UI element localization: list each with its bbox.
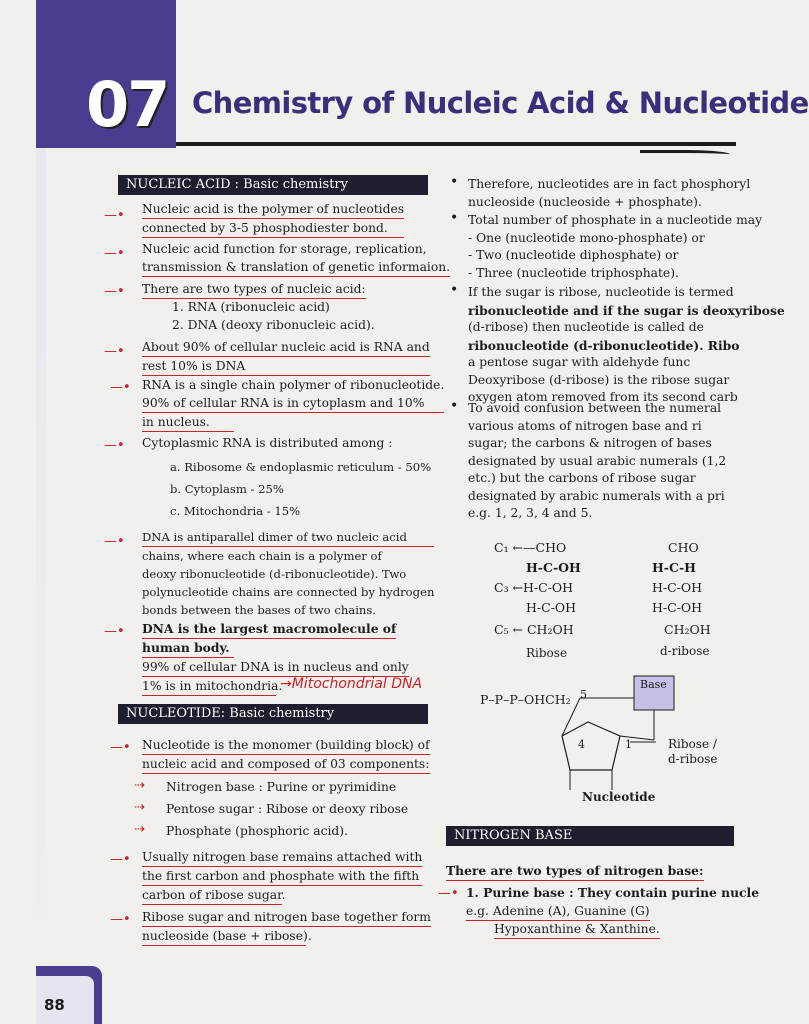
title-rule-curve [640, 150, 730, 159]
ribose-c3: C₃ ←H-C-OH [494, 580, 574, 595]
pen-bullet-icon: —• [110, 852, 131, 867]
pen-arrow-icon: ⇢ [134, 822, 145, 837]
chapter-number: 07 [86, 68, 169, 141]
paragraph-nucleic-acid-function: Nucleic acid function for storage, replication, transmission & translation of genetic informaion. [142, 240, 450, 277]
paragraph-dna-antiparallel: DNA is antiparallel dimer of two nucleic acid chains, where each chain is a polymer of deoxy ribonucleotide (d-ribonucleotide). Two polynucleotide chains are connected by hydrogen bonds between the bases of two chains. [142, 530, 435, 617]
paragraph-cytoplasmic-rna: Cytoplasmic RNA is distributed among : [142, 436, 393, 450]
paragraph-nucleotide-monomer: Nucleotide is the monomer (building block) of nucleic acid and composed of 03 components: [142, 736, 430, 774]
pen-arrow-icon: ⇢ [134, 778, 145, 793]
purine-examples: e.g. Adenine (A), Guanine (G) [466, 902, 650, 921]
pen-bullet-icon: —• [438, 886, 459, 901]
pen-bullet-icon: —• [110, 912, 131, 927]
bullet-icon: • [450, 210, 459, 226]
pen-bullet-icon: —• [104, 534, 125, 549]
page-number: 88 [44, 996, 65, 1014]
section-header-nucleotide: NUCLEOTIDE: Basic chemistry [118, 704, 428, 724]
handwritten-note: →Mitochondrial DNA [280, 676, 423, 692]
ribose-c2: H-C-OH [526, 560, 581, 575]
paragraph-dna-largest: DNA is the largest macromolecule of human body. [142, 620, 396, 658]
paragraph-base-attachment: Usually nitrogen base remains attached with the first carbon and phosphate with the fifth carbon of ribose sugar. [142, 848, 422, 905]
nucleotide-caption: Nucleotide [582, 790, 656, 804]
bullet-icon: • [450, 282, 459, 298]
paragraph-nucleoside: Ribose sugar and nitrogen base together form nucleoside (base + ribose). [142, 908, 431, 946]
paragraph-phosphoryl-nucleoside: Therefore, nucleotides are in fact phosphoryl nucleoside (nucleoside + phosphate). [468, 177, 751, 209]
four-prime-label: 4 [578, 738, 585, 751]
paragraph-phosphate-count: Total number of phosphate in a nucleotide may - One (nucleotide mono-phosphate) or - Two (nucleotide diphosphate) or - Three (nucleotide triphosphate). [468, 213, 763, 280]
five-prime-label: 5 [580, 688, 587, 701]
phosphate-chain: P–P–P–OHCH₂ [480, 692, 571, 707]
d-ribose-c2: H-C-H [652, 560, 696, 575]
pen-arrow-icon: ⇢ [134, 800, 145, 815]
paragraph-rna-polymer: RNA is a single chain polymer of ribonucleotide. 90% of cellular RNA is in cytoplasm and 10% in nucleus. [142, 376, 444, 432]
ribose-caption: Ribose [526, 646, 568, 660]
paragraph-ribonucleotide: If the sugar is ribose, nucleotide is termed ribonucleotide and if the sugar is deoxyribose (d-ribose) then nucleotide is called de ribonucleotide (d-ribonucleotide). Ribo a pentose sugar with aldehyde func Deoxyribose (d-ribose) is the ribose sugar oxygen atom removed from its second carb [468, 285, 785, 404]
section-header-nitrogen-base: NITROGEN BASE [446, 826, 734, 846]
paragraph-nucleic-acid-polymer: Nucleic acid is the polymer of nucleotides connected by 3-5 phosphodiester bond. [142, 200, 404, 238]
bullet-icon: • [450, 398, 459, 414]
nitrogen-base-intro: There are two types of nitrogen base: [446, 862, 704, 881]
pen-bullet-icon: —• [110, 380, 131, 395]
d-ribose-caption: d-ribose [660, 644, 710, 658]
paragraph-numbering-convention: To avoid confusion between the numeral various atoms of nitrogen base and ri sugar; the carbons & nitrogen of bases designated by usual arabic numerals (1,2 etc.) but the carbons of ribose sugar designated by arabic numerals with a pri e.g. 1, 2, 3, 4 and 5. [468, 401, 727, 520]
d-ribose-c5: CH₂OH [664, 622, 711, 637]
d-ribose-c1: CHO [668, 540, 699, 555]
pen-bullet-icon: —• [104, 284, 125, 299]
paragraph-types-nucleic-acid: There are two types of nucleic acid: [142, 280, 366, 299]
ribose-arrow-label: Ribose / [668, 737, 717, 751]
d-ribose-c3: H-C-OH [652, 580, 703, 595]
title-rule [176, 142, 736, 146]
pen-bullet-icon: —• [104, 246, 125, 261]
list-nucleotide-components: Nitrogen base : Purine or pyrimidine Pentose sugar : Ribose or deoxy ribose Phosphate (phosphoric acid). [166, 780, 409, 838]
ribose-c4: H-C-OH [526, 600, 577, 615]
list-cytoplasmic-rna: a. Ribosome & endoplasmic reticulum - 50% b. Cytoplasm - 25% c. Mitochondria - 15% [170, 460, 432, 518]
one-prime-label: 1 [625, 738, 632, 751]
left-margin-bar [36, 148, 46, 968]
chapter-title: Chemistry of Nucleic Acid & Nucleotide [192, 86, 809, 120]
ribose-c1: C₁ ←—CHO [494, 540, 567, 555]
list-nucleic-acid-types: 1. RNA (ribonucleic acid) 2. DNA (deoxy ribonucleic acid). [172, 300, 375, 332]
paragraph-dna-location: 99% of cellular DNA is in nucleus and only 1% is in mitochondria. [142, 658, 409, 696]
pen-bullet-icon: —• [110, 740, 131, 755]
base-label: Base [640, 678, 667, 691]
section-header-nucleic-acid: NUCLEIC ACID : Basic chemistry [118, 175, 428, 195]
d-ribose-arrow-label: d-ribose [668, 752, 718, 766]
pen-bullet-icon: —• [104, 624, 125, 639]
bullet-icon: • [450, 174, 459, 190]
purine-examples-more: Hypoxanthine & Xanthine. [494, 920, 660, 939]
ribose-c5: C₅ ← CH₂OH [494, 622, 574, 637]
pen-bullet-icon: —• [104, 438, 125, 453]
sugar-ring [562, 722, 620, 770]
pen-bullet-icon: —• [104, 344, 125, 359]
pen-bullet-icon: —• [104, 208, 125, 223]
paragraph-rna-dna-ratio: About 90% of cellular nucleic acid is RNA and rest 10% is DNA [142, 338, 430, 376]
purine-base-line: 1. Purine base : They contain purine nucle [466, 885, 760, 900]
d-ribose-c4: H-C-OH [652, 600, 703, 615]
